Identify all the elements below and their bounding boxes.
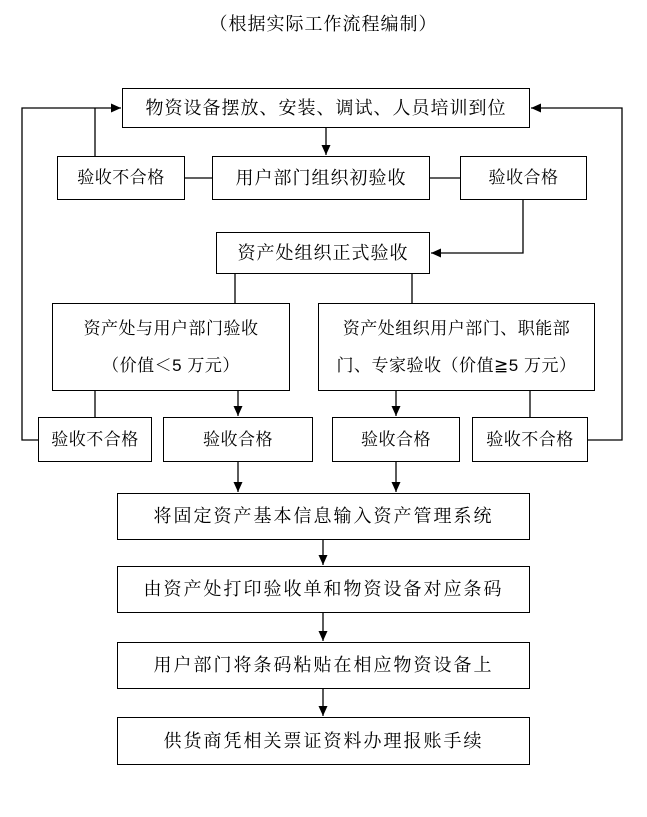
node-initial-check-label: 用户部门组织初验收 <box>235 167 407 188</box>
node-small-pass <box>163 417 313 462</box>
node-formal-check-label: 资产处组织正式验收 <box>237 242 409 263</box>
node-paste-barcode-label: 用户部门将条码粘贴在相应物资设备上 <box>153 655 494 676</box>
node-large-pass-label: 验收合格 <box>361 429 431 449</box>
node-large-pass <box>332 417 460 462</box>
node-print-barcode <box>117 566 530 613</box>
node-large-fail <box>472 417 588 462</box>
node-large-value-line2: 门、专家验收（价值≧5 万元） <box>336 355 577 375</box>
node-small-pass-label: 验收合格 <box>203 429 273 449</box>
node-input-system <box>117 493 530 540</box>
diagram-title: （根据实际工作流程编制） <box>209 14 438 34</box>
node-small-fail <box>38 417 152 462</box>
node-arrange-equipment <box>122 88 530 128</box>
node-reimburse <box>117 717 530 765</box>
node-small-fail-label: 验收不合格 <box>51 429 139 449</box>
node-initial-fail-label: 验收不合格 <box>77 168 165 188</box>
node-large-value-check <box>318 303 595 391</box>
conn-initial-pass-to-formal-check <box>431 200 523 253</box>
node-initial-pass-label: 验收合格 <box>488 168 559 188</box>
node-initial-fail <box>57 156 185 200</box>
node-formal-check <box>216 232 430 274</box>
node-print-barcode-label: 由资产处打印验收单和物资设备对应条码 <box>143 579 504 600</box>
node-large-fail-label: 验收不合格 <box>486 429 574 449</box>
node-small-value-line1: 资产处与用户部门验收 <box>83 319 259 339</box>
node-large-value-line1: 资产处组织用户部门、职能部 <box>342 319 571 339</box>
node-input-system-label: 将固定资产基本信息输入资产管理系统 <box>153 506 494 527</box>
node-small-value-line2: （价值＜5 万元） <box>102 355 240 375</box>
node-initial-check <box>212 156 430 200</box>
node-initial-pass <box>460 156 587 200</box>
node-reimburse-label: 供货商凭相关票证资料办理报账手续 <box>163 730 484 751</box>
node-arrange-label: 物资设备摆放、安装、调试、人员培训到位 <box>145 97 507 118</box>
node-small-value-check <box>52 303 290 391</box>
node-paste-barcode <box>117 642 530 689</box>
